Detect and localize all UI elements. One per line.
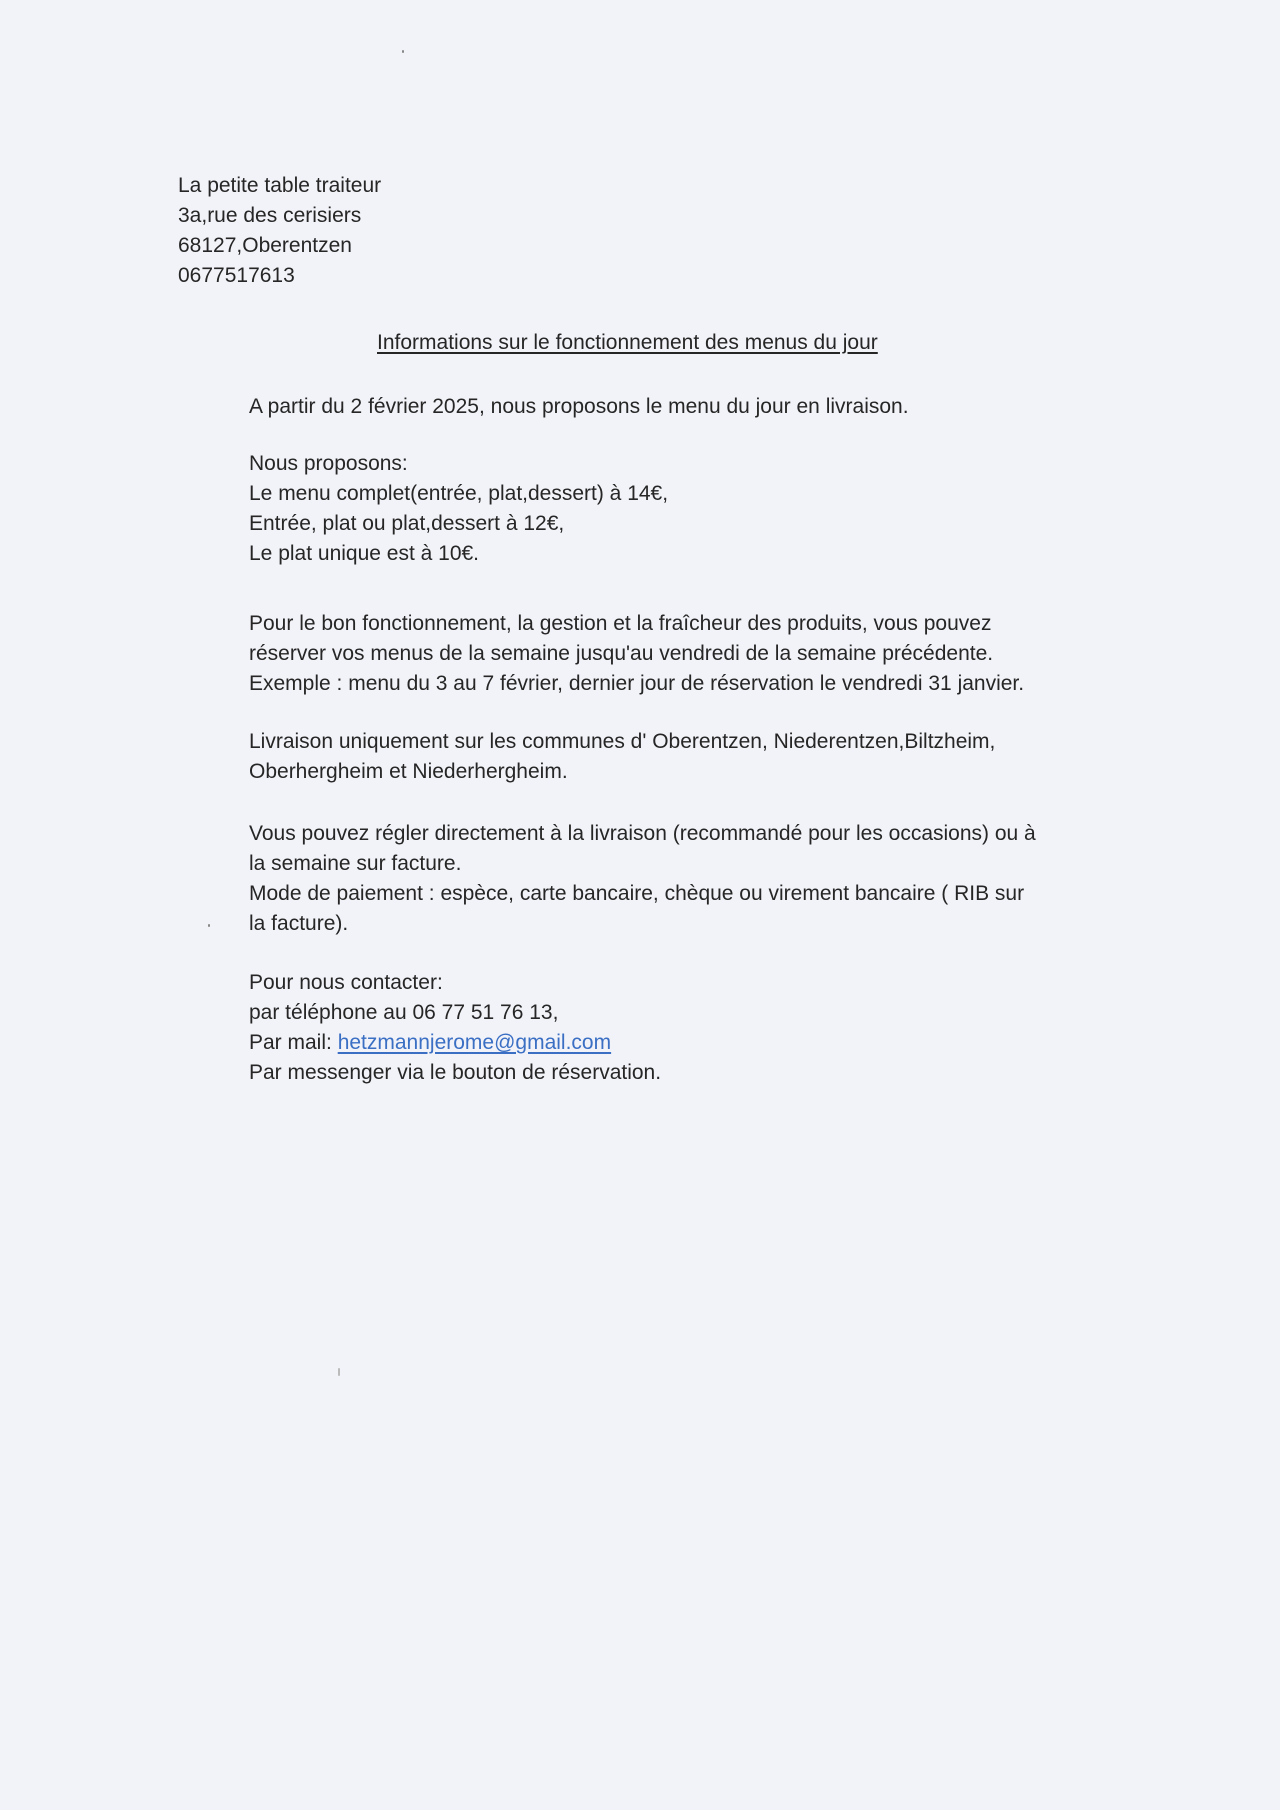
email-link[interactable]: hetzmannjerome@gmail.com xyxy=(337,1031,612,1054)
contact-heading: Pour nous contacter: xyxy=(249,971,443,994)
offer-item: Le menu complet(entrée, plat,dessert) à 14€, xyxy=(249,482,669,505)
delivery-line: Oberhergheim et Niederhergheim. xyxy=(249,760,568,783)
payment-line: la facture). xyxy=(249,912,349,935)
contact-mail xyxy=(249,1031,611,1055)
business-phone: 0677517613 xyxy=(178,264,295,287)
scan-speck xyxy=(338,1368,340,1376)
offers-heading: Nous proposons: xyxy=(249,452,408,475)
offer-item: Entrée, plat ou plat,dessert à 12€, xyxy=(249,512,565,535)
business-city: 68127,Oberentzen xyxy=(178,234,352,257)
offer-item: Le plat unique est à 10€. xyxy=(249,542,480,565)
contact-messenger: Par messenger via le bouton de réservation. xyxy=(249,1061,662,1084)
scan-speck xyxy=(402,50,404,53)
document-title: Informations sur le fonctionnement des menus du jour xyxy=(377,331,878,354)
payment-line: Vous pouvez régler directement à la livraison (recommandé pour les occasions) ou à xyxy=(249,822,1036,845)
payment-line: Mode de paiement : espèce, carte bancaire, chèque ou virement bancaire ( RIB sur xyxy=(249,882,1025,905)
reservation-line: réserver vos menus de la semaine jusqu'au vendredi de la semaine précédente. xyxy=(249,642,994,665)
reservation-line: Exemple : menu du 3 au 7 février, dernier jour de réservation le vendredi 31 janvier. xyxy=(249,672,1025,695)
scan-speck xyxy=(208,924,210,927)
payment-line: la semaine sur facture. xyxy=(249,852,462,875)
business-street: 3a,rue des cerisiers xyxy=(178,204,362,227)
delivery-line: Livraison uniquement sur les communes d' Oberentzen, Niederentzen,Biltzheim, xyxy=(249,730,996,753)
intro-text: A partir du 2 février 2025, nous proposons le menu du jour en livraison. xyxy=(249,395,909,418)
contact-phone: par téléphone au 06 77 51 76 13, xyxy=(249,1001,559,1024)
business-name: La petite table traiteur xyxy=(178,174,382,197)
reservation-line: Pour le bon fonctionnement, la gestion et la fraîcheur des produits, vous pouvez xyxy=(249,612,992,635)
mail-label: Par mail: xyxy=(249,1031,338,1054)
